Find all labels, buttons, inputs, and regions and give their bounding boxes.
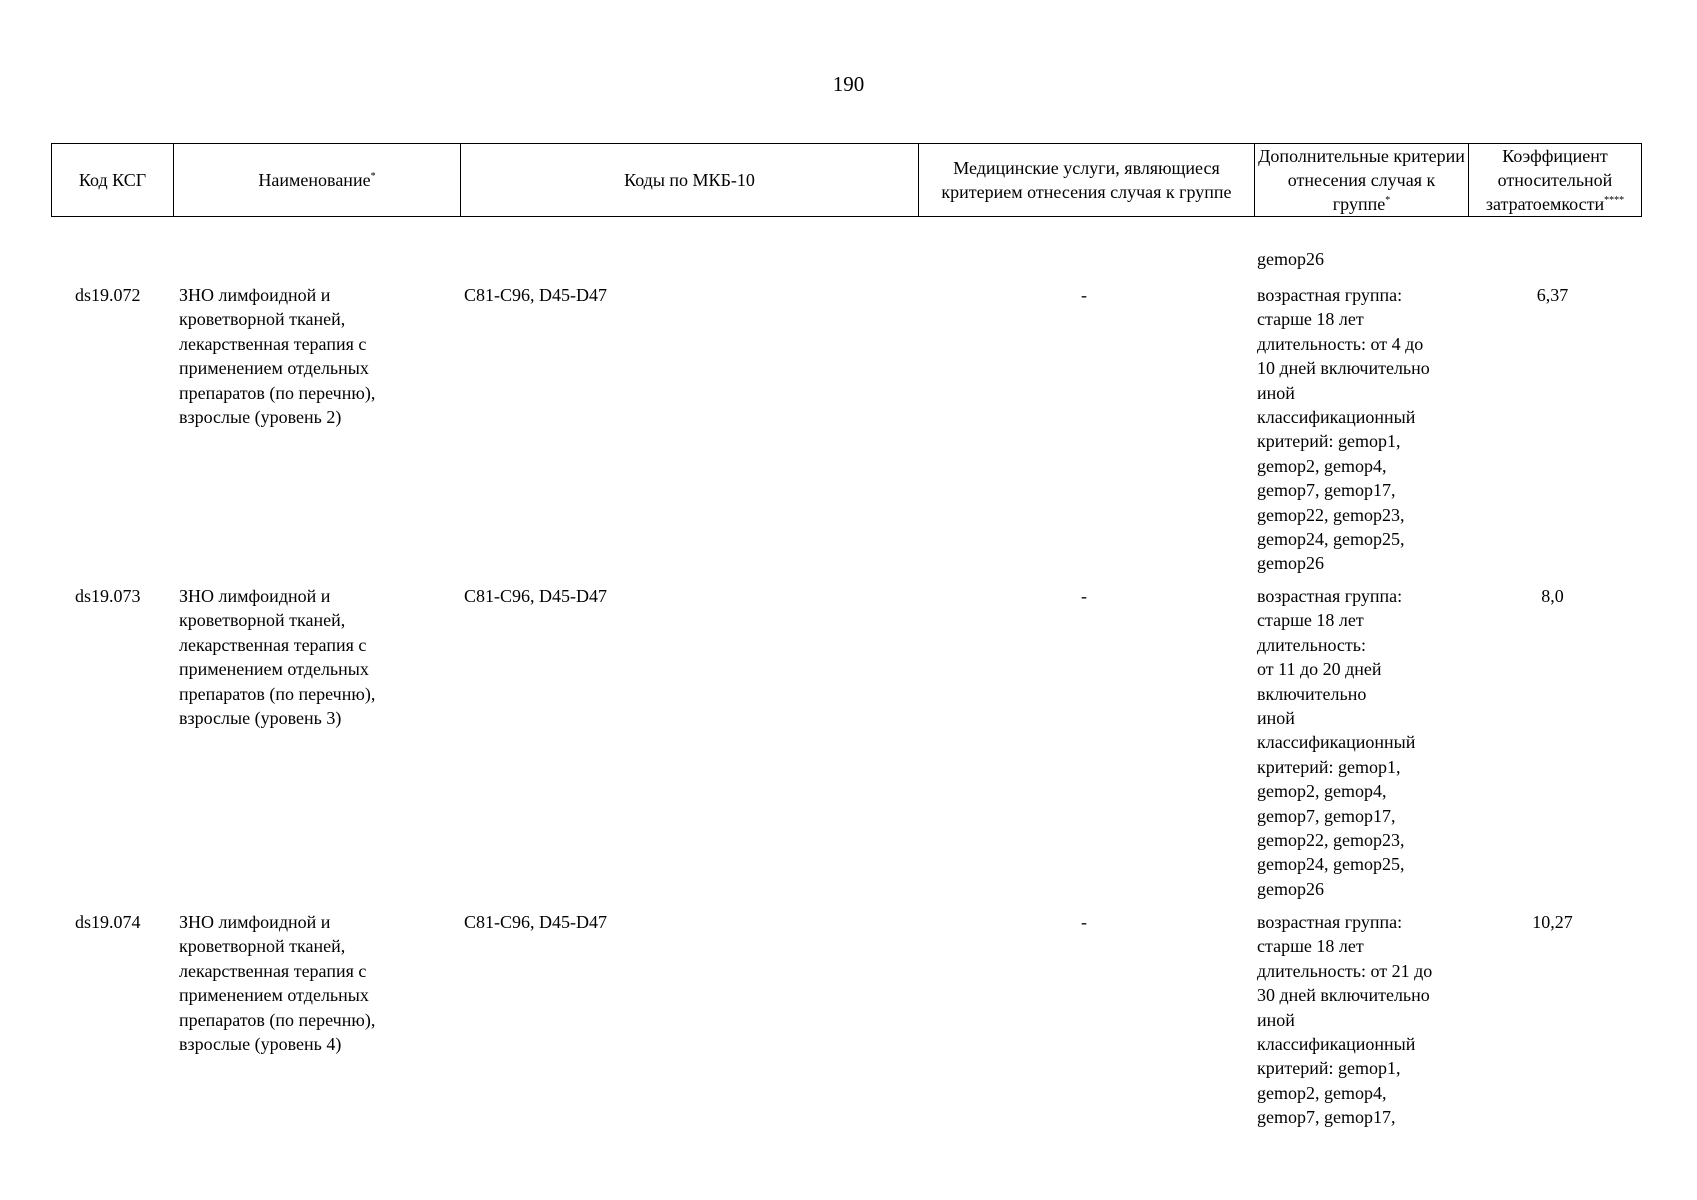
row-criteria: возрастная группа: старше 18 лет длительность: от 21 до 30 дней включительно иной классификационный критерий: gemop1, gemop2, gemop4, gemop7, gemop17, <box>1257 912 1433 1128</box>
header-criteria: Дополнительные критерии отнесения случая к группе* <box>1255 144 1469 217</box>
row-services: - <box>1081 285 1087 305</box>
row-name: ЗНО лимфоидной и кроветворной тканей, лекарственная терапия с применением отдельных препаратов (по перечню), взрослые (уровень 4) <box>179 912 376 1055</box>
page-number: 190 <box>832 72 865 96</box>
header-services: Медицинские услуги, являющиеся критерием отнесения случая к группе <box>919 144 1255 217</box>
header-code: Код КСГ <box>52 144 174 217</box>
row-criteria: возрастная группа: старше 18 лет длительность: от 11 до 20 дней включительно иной классификационный критерий: gemop1, gemop2, gemop4, gemop7, gemop17, gemop22, gemop23, gemop24, gemop25, gemop26 <box>1257 586 1416 899</box>
row-services: - <box>1081 586 1087 606</box>
footnote-mark: * <box>1385 195 1391 206</box>
continuation-text: gemop26 <box>1257 249 1324 269</box>
row-code: ds19.072 <box>75 285 141 305</box>
header-mkb: Коды по МКБ-10 <box>461 144 919 217</box>
row-name: ЗНО лимфоидной и кроветворной тканей, лекарственная терапия с применением отдельных препаратов (по перечню), взрослые (уровень 3) <box>179 586 376 729</box>
row-code: ds19.073 <box>75 586 141 606</box>
header-name: Наименование* <box>174 144 461 217</box>
row-services: - <box>1081 912 1087 932</box>
row-mkb: C81-C96, D45-D47 <box>464 586 607 606</box>
row-mkb: C81-C96, D45-D47 <box>464 285 607 305</box>
row-mkb: C81-C96, D45-D47 <box>464 912 607 932</box>
row-coef: 8,0 <box>1541 586 1564 606</box>
row-coef: 10,27 <box>1532 912 1573 932</box>
footnote-mark: * <box>370 171 376 182</box>
footnote-mark: **** <box>1604 195 1625 206</box>
table-header <box>51 143 1642 217</box>
row-name: ЗНО лимфоидной и кроветворной тканей, лекарственная терапия с применением отдельных препаратов (по перечню), взрослые (уровень 2) <box>179 285 376 428</box>
row-code: ds19.074 <box>75 912 141 932</box>
row-criteria: возрастная группа: старше 18 лет длительность: от 4 до 10 дней включительно иной классификационный критерий: gemop1, gemop2, gemop4, gemop7, gemop17, gemop22, gemop23, gemop24, gemop25, gemop26 <box>1257 285 1430 574</box>
header-coef: Коэффициент относительной затратоемкости**** <box>1469 144 1642 217</box>
row-coef: 6,37 <box>1536 285 1569 305</box>
